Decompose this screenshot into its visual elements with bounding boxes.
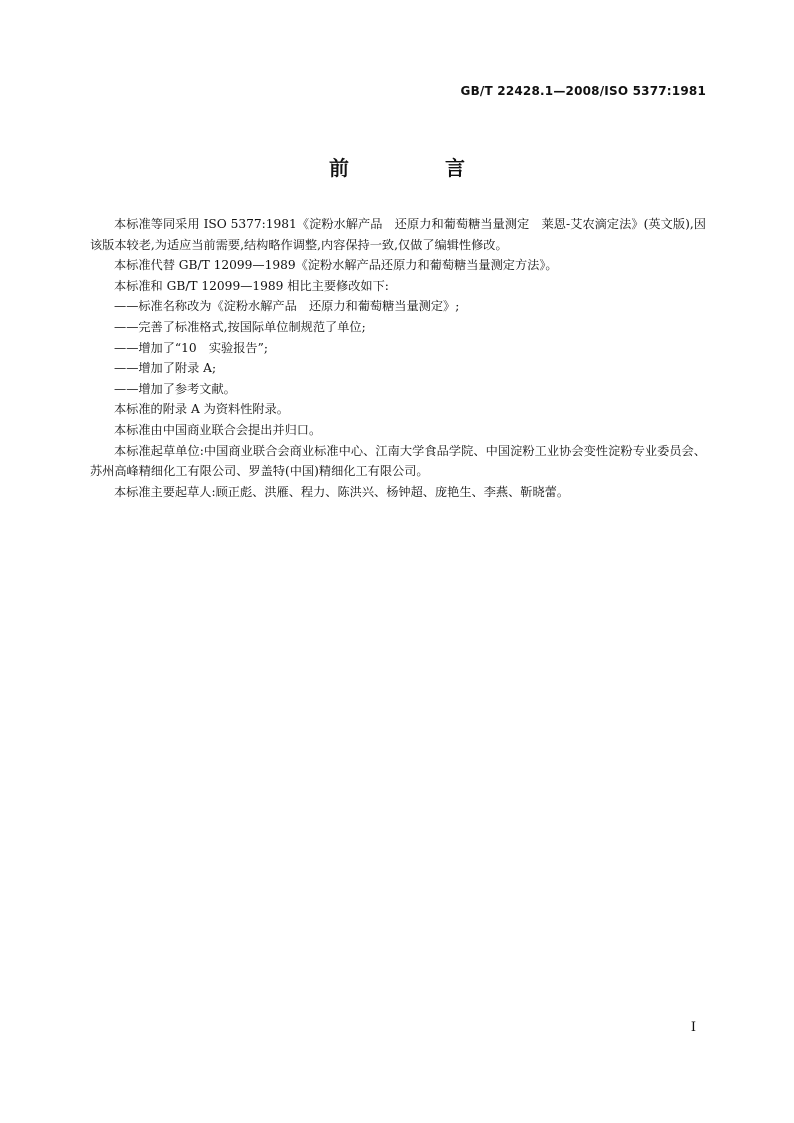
paragraph-changes-intro: 本标准和 GB/T 12099—1989 相比主要修改如下: — [114, 278, 389, 293]
change-item: ——增加了附录 A; — [114, 361, 217, 376]
foreword-body — [90, 214, 706, 502]
page-title: 前 言 — [329, 156, 503, 180]
change-item: ——标准名称改为《淀粉水解产品 还原力和葡萄糖当量测定》; — [114, 299, 460, 314]
change-item: ——增加了“10 实验报告”; — [114, 340, 268, 355]
change-item: ——完善了标准格式,按国际单位制规范了单位; — [114, 319, 366, 334]
paragraph-replacement: 本标准代替 GB/T 12099—1989《淀粉水解产品还原力和葡萄糖当量测定方法》。 — [114, 258, 558, 273]
paragraph-drafting-units: 本标准起草单位:中国商业联合会商业标准中心、江南大学食品学院、中国淀粉工业协会变性淀粉专业委员会、苏州高峰精细化工有限公司、罗盖特(中国)精细化工有限公司。 — [90, 443, 706, 479]
standard-code: GB/T 22428.1—2008/ISO 5377:1981 — [460, 84, 706, 98]
paragraph-adoption: 本标准等同采用 ISO 5377:1981《淀粉水解产品 还原力和葡萄糖当量测定 莱恩-艾农滴定法》(英文版),因该版本较老,为适应当前需要,结构略作调整,内容保持一致,仅做了编辑性修改。 — [90, 217, 706, 252]
change-item: ——增加了参考文献。 — [114, 381, 236, 396]
paragraph-annex: 本标准的附录 A 为资料性附录。 — [114, 402, 289, 417]
page-number: I — [690, 1020, 696, 1035]
paragraph-proposer: 本标准由中国商业联合会提出并归口。 — [114, 422, 322, 437]
paragraph-drafters: 本标准主要起草人:顾正彪、洪雁、程力、陈洪兴、杨钟超、庞艳生、李燕、靳晓蕾。 — [114, 484, 570, 499]
